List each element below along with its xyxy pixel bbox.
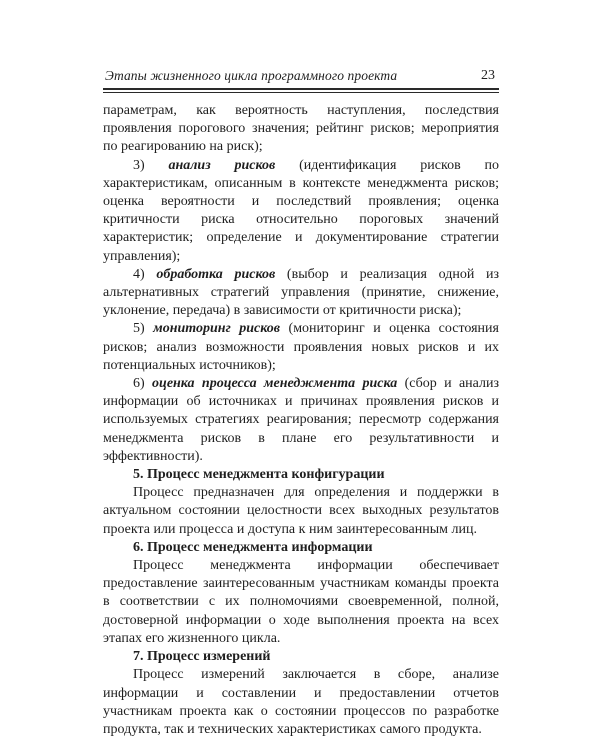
list-item-text: (сбор и анализ информации об источниках и причинах проявления рисков и используемых стратегиях реагирования; пересмотр содержания менеджмента рисков в плане его результативности и эффективности). bbox=[103, 376, 499, 464]
section-paragraph-information: Процесс менеджмента информации обеспечивает предоставление заинтересованным участникам команды проекта в соответствии с их полномочиями своевременной, полной, достоверной информации о ходе выполнения проекта на всех этапах его жизненного цикла. bbox=[103, 558, 499, 646]
list-item-term: оценка процесса менеджмента риска bbox=[152, 376, 398, 392]
header-rule-thin bbox=[103, 92, 499, 93]
list-item-risk-analysis bbox=[103, 157, 499, 266]
section-heading-measurement: 7. Процесс измерений bbox=[133, 649, 271, 665]
section-heading-configuration: 5. Процесс менеджмента конфигурации bbox=[133, 467, 385, 483]
list-item-number: 6) bbox=[133, 376, 153, 392]
list-item-term: мониторинг рисков bbox=[153, 321, 281, 337]
list-item-text: (мониторинг и оценка состояния рисков; анализ возможности проявления новых рисков и их потенциальных источников); bbox=[103, 321, 499, 373]
list-item-number: 5) bbox=[133, 321, 154, 337]
page-number: 23 bbox=[481, 68, 495, 83]
running-title: Этапы жизненного цикла программного проекта bbox=[105, 68, 398, 83]
list-item-term: анализ рисков bbox=[168, 157, 276, 173]
section-paragraph-configuration: Процесс предназначен для определения и поддержки в актуальном состоянии целостности всех выходных результатов проекта или процесса и доступа к ним заинтересованным лиц. bbox=[103, 485, 499, 537]
running-head bbox=[103, 66, 499, 88]
section-paragraph-measurement: Процесс измерений заключается в сборе, анализе информации и составлении и предоставлении отчетов участникам проекта как о состоянии процессов по разработке продукта, так и технических характеристиках самого продукта. bbox=[103, 667, 499, 737]
paragraph-continuation: параметрам, как вероятность наступления, последствия проявления порогового значения; рейтинг рисков; мероприятия по реагированию на риск); bbox=[103, 103, 499, 155]
list-item-risk-treatment bbox=[103, 266, 499, 321]
section-heading-information: 6. Процесс менеджмента информации bbox=[133, 539, 373, 555]
list-item-number: 3) bbox=[133, 157, 169, 173]
list-item-number: 4) bbox=[133, 266, 157, 282]
list-item-term: обработка рисков bbox=[156, 266, 276, 282]
body-text bbox=[103, 102, 499, 739]
list-item-text: (идентификация рисков по характеристикам, описанным в контексте менеджмента рисков; оценка вероятности и последствий проявления; оценка критичности риска относительно пороговых значений характеристик; определение и документирование стратегии управления); bbox=[103, 157, 499, 264]
list-item-risk-monitoring bbox=[103, 320, 499, 375]
list-item-text: (выбор и реализация одной из альтернативных стратегий управления (принятие, снижение, уклонение, передача) в зависимости от критичности риска); bbox=[103, 266, 500, 319]
list-item-process-evaluation bbox=[103, 375, 499, 466]
header-rule-thick bbox=[103, 88, 499, 90]
